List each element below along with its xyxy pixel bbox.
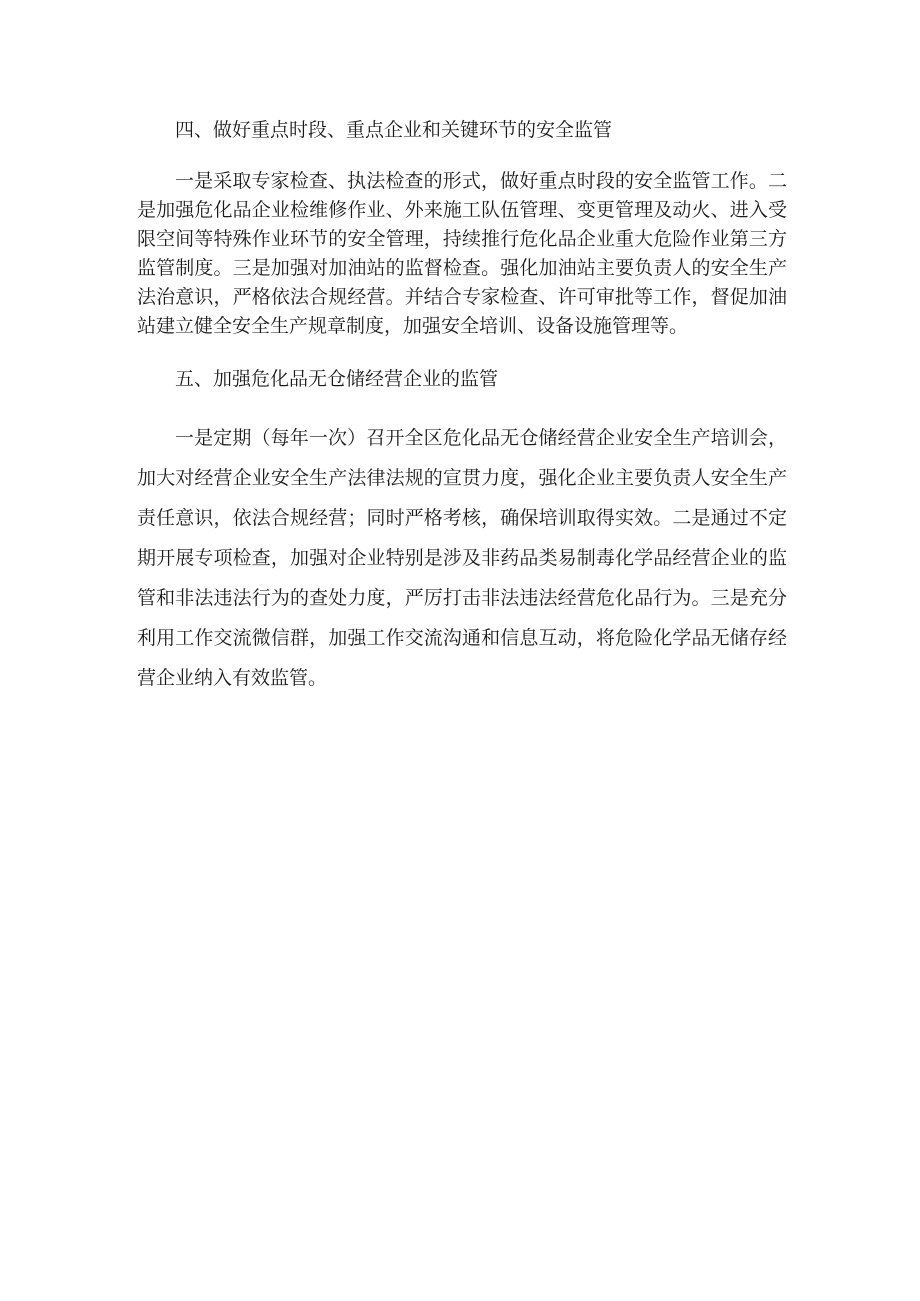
section-5-heading: 五、加强危化品无仓储经营企业的监管	[175, 368, 499, 390]
section-4-heading: 四、做好重点时段、重点企业和关键环节的安全监管	[175, 119, 613, 141]
section-5-paragraph: 一是定期（每年一次）召开全区危化品无仓储经营企业安全生产培训会，加大对经营企业安全生产法律法规的宣贯力度，强化企业主要负责人安全生产责任意识，依法合规经营；同时严格考核，确保培训取得实效。二是通过不定期开展专项检查，加强对企业特别是涉及非药品类易制毒化学品经营企业的监管和非法违法行为的查处力度，严厉打击非法违法经营危化品行为。三是充分利用工作交流微信群，加强工作交流沟通和信息互动，将危险化学品无储存经营企业纳入有效监管。	[137, 427, 787, 689]
document-body	[137, 116, 787, 698]
section-4-paragraph: 一是采取专家检查、执法检查的形式，做好重点时段的安全监管工作。二是加强危化品企业检维修作业、外来施工队伍管理、变更管理及动火、进入受限空间等特殊作业环节的安全管理，持续推行危化品企业重大危险作业第三方监管制度。三是加强对加油站的监督检查。强化加油站主要负责人的安全生产法治意识，严格依法合规经营。并结合专家检查、许可审批等工作，督促加油站建立健全安全生产规章制度，加强安全培训、设备设施管理等。	[137, 170, 787, 337]
